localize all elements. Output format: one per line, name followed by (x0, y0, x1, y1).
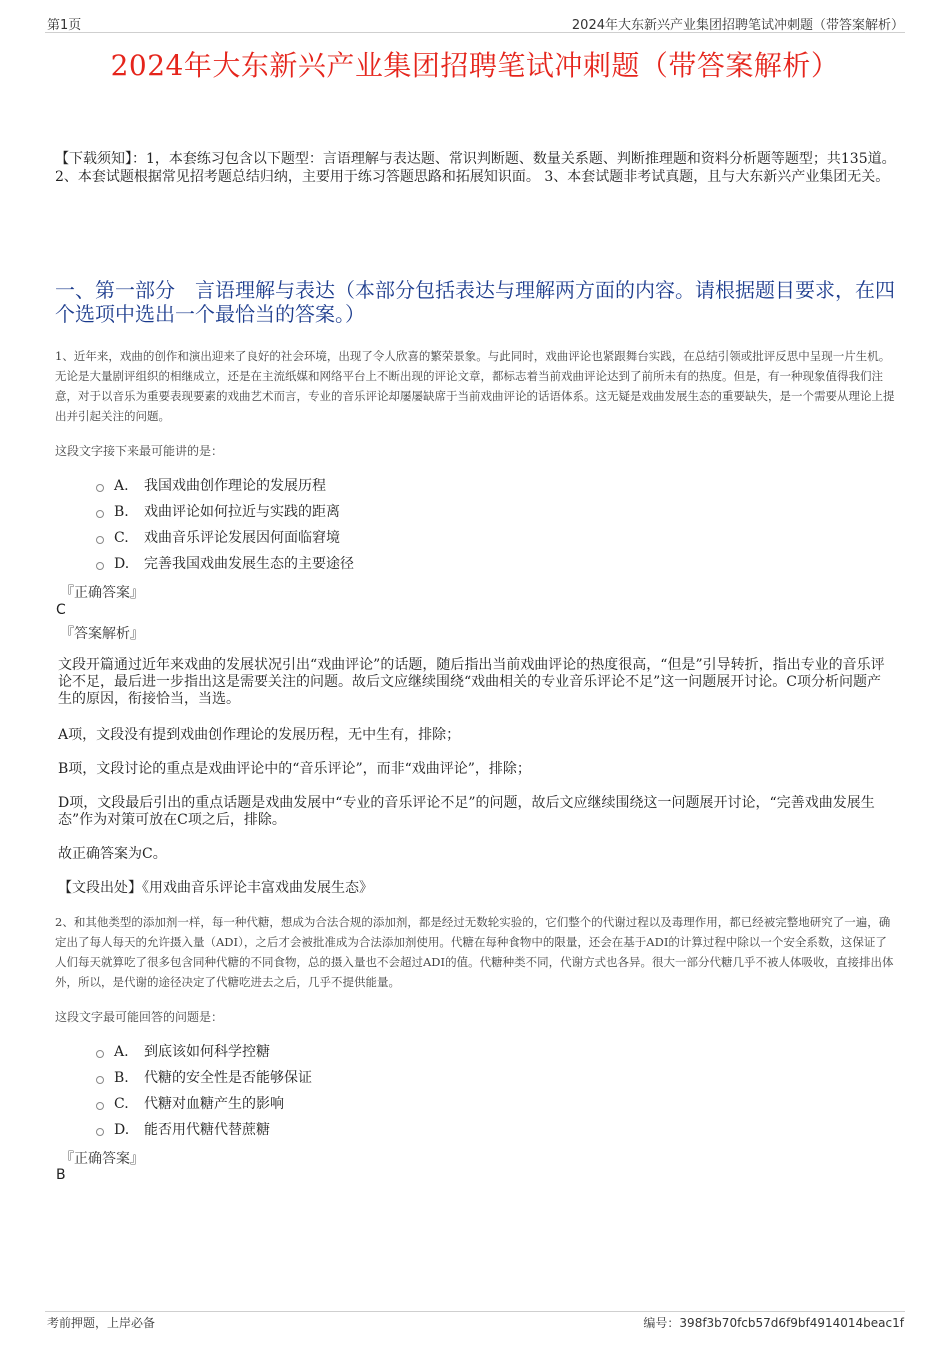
analysis-conclusion: 故正确答案为C。 (58, 846, 167, 862)
passage-source: 【文段出处】《用戏曲音乐评论丰富戏曲发展生态》 (58, 880, 373, 896)
document-code (643, 1314, 904, 1331)
option-letter: A. (114, 1044, 129, 1060)
option-letter: D. (114, 1122, 130, 1138)
correct-answer: C (56, 602, 66, 618)
analysis-label: 『答案解析』 (60, 626, 144, 642)
radio-icon[interactable] (96, 484, 104, 492)
analysis-paragraph: D项，文段最后引出的重点话题是戏曲发展中“专业的音乐评论不足”的问题，故后文应继续围绕这一问题展开讨论，“完善戏曲发展生态”作为对策可放在C项之后，排除。 (58, 795, 875, 828)
question-2-stem: 2、和其他类型的添加剂一样，每一种代糖，想成为合法合规的添加剂，都是经过无数轮实验的，它们整个的代谢过程以及毒理作用，都已经被完整地研究了一遍，确定出了每人每天的允许摄入量（ADI），之后才会被批准成为合法添加剂使用。代糖在每种食物中的限量，还会在基于ADI的计算过程中除以一个安全系数，这保证了人们每天就算吃了很多包含同种代糖的不同食物，总的摄入量也不会超过ADI的值。代糖种类不同，代谢方式也各异。很大一部分代糖几乎不被人体吸收，直接排出体外，所以，是代谢的途径决定了代糖吃进去之后，几乎不提供能量。 (55, 915, 894, 989)
radio-icon[interactable] (96, 536, 104, 544)
answer-label: 『正确答案』 (60, 585, 144, 601)
code-value: 398f3b70fcb57d6f9bf4914014beac1f (679, 1316, 904, 1330)
question-2-prompt: 这段文字最可能回答的问题是： (55, 1010, 224, 1024)
question-1-stem: 1、近年来，戏曲的创作和演出迎来了良好的社会环境，出现了令人欣喜的繁荣景象。与此同时，戏曲评论也紧跟舞台实践，在总结引领或批评反思中呈现一片生机。无论是大量剧评组织的相继成立，还是在主流纸媒和网络平台上不断出现的评论文章，都标志着当前戏曲评论达到了前所未有的热度。但是，有一种现象值得我们注意，对于以音乐为重要表现要素的戏曲艺术而言，专业的音乐评论却屡屡缺席于当前戏曲评论的话语体系。这无疑是戏曲发展生态的重要缺失，是一个需要从理论上提出并引起关注的问题。 (55, 349, 895, 423)
option-text: 能否用代糖代替蔗糖 (144, 1122, 270, 1138)
option-text: 代糖的安全性是否能够保证 (144, 1070, 312, 1086)
option-text: 戏曲评论如何拉近与实践的距离 (144, 504, 340, 520)
question-2-option-a[interactable] (96, 1042, 270, 1062)
question-2-option-c[interactable] (96, 1094, 284, 1114)
radio-icon[interactable] (96, 1102, 104, 1110)
code-label: 编号： (643, 1316, 680, 1330)
header-divider (45, 32, 905, 33)
question-2-option-b[interactable] (96, 1068, 312, 1088)
radio-icon[interactable] (96, 1076, 104, 1084)
option-letter: C. (114, 530, 129, 546)
option-letter: D. (114, 556, 130, 572)
analysis-paragraph: 文段开篇通过近年来戏曲的发展状况引出“戏曲评论”的话题，随后指出当前戏曲评论的热度很高，“但是”引导转折，指出专业的音乐评论不足，最后进一步指出这是需要关注的问题。故后文应继续围绕“戏曲相关的专业音乐评论不足”这一问题展开讨论。C项分析问题产生的原因，衔接恰当，当选。 (58, 657, 885, 707)
correct-answer: B (56, 1167, 66, 1183)
question-2-option-d[interactable] (96, 1120, 270, 1140)
footer-slogan: 考前押题，上岸必备 (47, 1316, 156, 1330)
option-letter: B. (114, 504, 129, 520)
option-text: 完善我国戏曲发展生态的主要途径 (144, 556, 354, 572)
option-text: 到底该如何科学控糖 (144, 1044, 270, 1060)
option-letter: C. (114, 1096, 129, 1112)
option-text: 戏曲音乐评论发展因何面临窘境 (144, 530, 340, 546)
radio-icon[interactable] (96, 1128, 104, 1136)
radio-icon[interactable] (96, 562, 104, 570)
question-1-option-b[interactable] (96, 502, 340, 522)
option-letter: A. (114, 478, 129, 494)
analysis-paragraph: A项，文段没有提到戏曲创作理论的发展历程，无中生有，排除； (58, 727, 461, 743)
option-letter: B. (114, 1070, 129, 1086)
question-1-option-a[interactable] (96, 476, 326, 496)
running-header-title: 2024年大东新兴产业集团招聘笔试冲刺题（带答案解析） (571, 18, 904, 33)
radio-icon[interactable] (96, 510, 104, 518)
question-1-prompt: 这段文字接下来最可能讲的是： (55, 444, 224, 458)
question-1-option-d[interactable] (96, 554, 354, 574)
option-text: 我国戏曲创作理论的发展历程 (144, 478, 326, 494)
question-1-option-c[interactable] (96, 528, 340, 548)
footer-divider (45, 1311, 905, 1312)
download-notice: 【下载须知】：1，本套练习包含以下题型：言语理解与表达题、常识判断题、数量关系题、判断推理题和资料分析题等题型；共135道。 2、本套试题根据常见招考题总结归纳，主要用于练习答题思路和拓展知识面。 3、本套试题非考试真题，且与大东新兴产业集团无关。 (55, 151, 896, 185)
radio-icon[interactable] (96, 1050, 104, 1058)
section-heading: 一、第一部分 言语理解与表达（本部分包括表达与理解两方面的内容。请根据题目要求，在四个选项中选出一个最恰当的答案。） (55, 278, 895, 326)
page-number: 第1页 (47, 18, 82, 33)
analysis-paragraph: B项，文段讨论的重点是戏曲评论中的“音乐评论”，而非“戏曲评论”，排除； (58, 761, 531, 777)
option-text: 代糖对血糖产生的影响 (144, 1096, 284, 1112)
document-title: 2024年大东新兴产业集团招聘笔试冲刺题（带答案解析） (110, 49, 840, 82)
answer-label: 『正确答案』 (60, 1151, 144, 1167)
